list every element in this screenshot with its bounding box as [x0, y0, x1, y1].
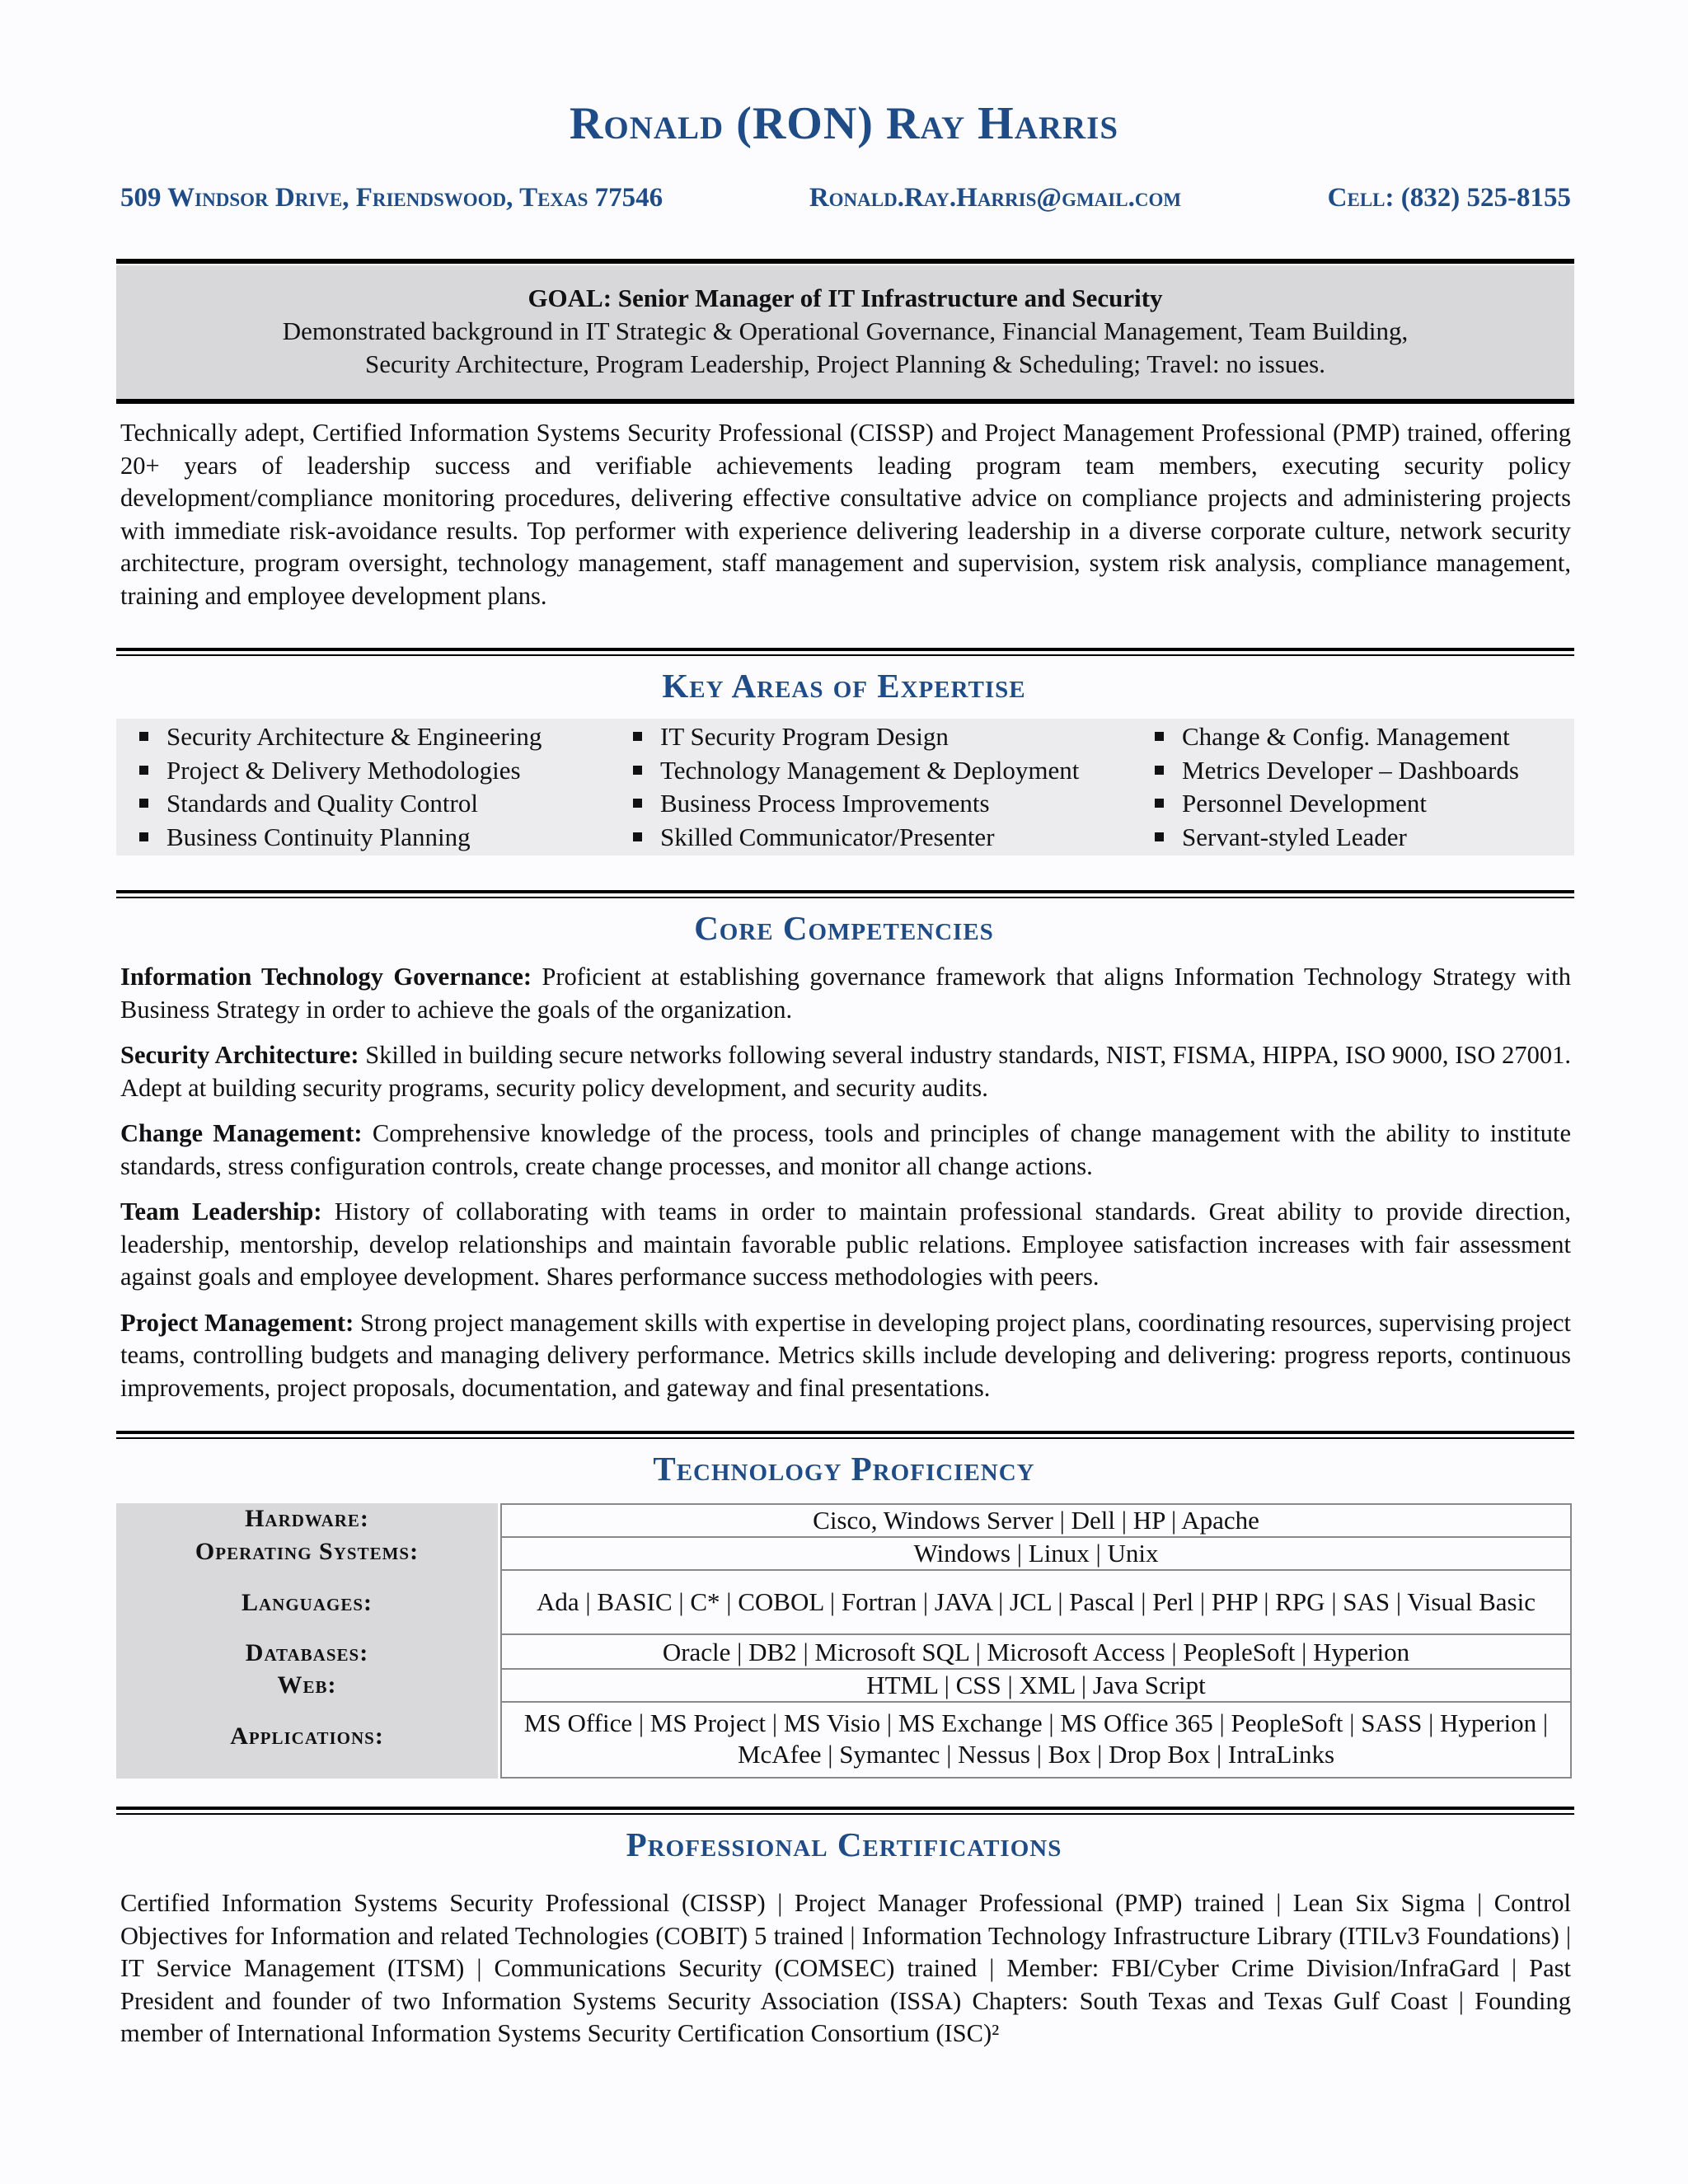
expertise-item: Servant-styled Leader	[1155, 821, 1519, 855]
tech-row-os: Windows | Linux | Unix	[502, 1538, 1570, 1571]
contact-line	[120, 183, 1571, 213]
divider	[116, 1807, 1574, 1810]
tech-row-databases: Oracle | DB2 | Microsoft SQL | Microsoft Access | PeopleSoft | Hyperion	[502, 1637, 1570, 1670]
divider	[116, 1431, 1574, 1434]
tech-label-applications: Applications:	[230, 1722, 384, 1750]
address: 509 Windsor Drive, Friendswood, Texas 77546	[120, 183, 663, 213]
tech-label-databases: Databases:	[245, 1639, 369, 1666]
expertise-item: IT Security Program Design	[633, 720, 1079, 754]
divider	[116, 654, 1574, 656]
goal-line-1: Demonstrated background in IT Strategic & Operational Governance, Financial Management, Team Building,	[282, 316, 1409, 345]
goal-box	[116, 265, 1574, 399]
expertise-item: Business Process Improvements	[633, 787, 1079, 821]
expertise-column-3	[1155, 720, 1519, 854]
divider	[116, 399, 1574, 404]
divider	[116, 1813, 1574, 1815]
competency-project-management: Project Management: Strong project management skills with expertise in developing project plans, coordinating resources, supervising project teams, controlling budgets and managing delivery performance. Metrics skills include developing and delivering: progress reports, continuous improvements, project proposals, documentation, and gateway and final presentations.	[120, 1308, 1572, 1402]
expertise-column-1	[139, 720, 542, 854]
candidate-name: Ronald (RON) Ray Harris	[569, 98, 1119, 149]
expertise-box	[116, 719, 1574, 855]
tech-label-web: Web:	[277, 1671, 337, 1699]
expertise-heading: Key Areas of Expertise	[662, 667, 1026, 705]
expertise-item: Business Continuity Planning	[139, 821, 542, 855]
expertise-item: Security Architecture & Engineering	[139, 720, 542, 754]
goal-line-2: Security Architecture, Program Leadership, Project Planning & Scheduling; Travel: no issues.	[365, 349, 1325, 378]
competency-security-architecture: Security Architecture: Skilled in building secure networks following several industry standards, NIST, FISMA, HIPPA, ISO 9000, ISO 27001. Adept at building security programs, security policy development, and security audits.	[120, 1041, 1571, 1102]
divider	[116, 897, 1574, 898]
expertise-column-2	[633, 720, 1079, 854]
tech-row-applications: MS Office | MS Project | MS Visio | MS Exchange | MS Office 365 | PeopleSoft | SASS | Hyperion | McAfee | Symantec | Nessus | Box | Drop Box | IntraLinks	[523, 1708, 1549, 1769]
divider	[116, 648, 1574, 651]
tech-label-os: Operating Systems:	[195, 1538, 420, 1565]
competency-it-governance: Information Technology Governance: Proficient at establishing governance framework that aligns Information Technology Strategy with Business Strategy in order to achieve the goals of the organization.	[120, 963, 1571, 1024]
tech-label-hardware: Hardware:	[245, 1505, 369, 1532]
competencies-heading: Core Competencies	[694, 909, 994, 947]
divider	[116, 890, 1574, 893]
certifications-heading: Professional Certifications	[626, 1825, 1062, 1863]
tech-table	[500, 1503, 1572, 1779]
certifications-text: Certified Information Systems Security Professional (CISSP) | Project Manager Professional (PMP) trained | Lean Six Sigma | Control Objectives for Information and related Technologies (COBIT) 5 trained | Information Technology Infrastructure Library (ITILv3 Foundations) | IT Service Management (ITSM) | Communications Security (COMSEC) trained | Member: FBI/Cyber Crime Division/InfraGard | Past President and founder of two Information Systems Security Association (ISSA) Chapters: South Texas and Texas Gulf Coast | Founding member of International Information Systems Security Certification Consortium (ISC)²	[120, 1889, 1571, 2047]
phone: Cell: (832) 525-8155	[1327, 183, 1571, 213]
tech-row-hardware: Cisco, Windows Server | Dell | HP | Apache	[502, 1505, 1570, 1538]
expertise-item: Project & Delivery Methodologies	[139, 754, 542, 788]
expertise-item: Standards and Quality Control	[139, 787, 542, 821]
expertise-item: Metrics Developer – Dashboards	[1155, 754, 1519, 788]
competency-change-management: Change Management: Comprehensive knowledge of the process, tools and principles of change management with the ability to institute standards, stress configuration controls, create change processes, and monitor all change actions.	[120, 1119, 1571, 1180]
expertise-item: Skilled Communicator/Presenter	[633, 821, 1079, 855]
divider	[116, 259, 1574, 264]
tech-row-web: HTML | CSS | XML | Java Script	[502, 1670, 1570, 1703]
tech-label-column	[116, 1503, 498, 1779]
tech-label-languages: Languages:	[241, 1589, 373, 1616]
expertise-item: Personnel Development	[1155, 787, 1519, 821]
email-link[interactable]: Ronald.Ray.Harris@gmail.com	[809, 183, 1182, 213]
tech-row-languages: Ada | BASIC | C* | COBOL | Fortran | JAVA | JCL | Pascal | Perl | PHP | RPG | SAS | Visual Basic	[502, 1571, 1570, 1635]
divider	[116, 1437, 1574, 1439]
goal-title: GOAL: Senior Manager of IT Infrastructure and Security	[528, 284, 1163, 312]
expertise-item: Change & Config. Management	[1155, 720, 1519, 754]
competencies-list	[120, 961, 1571, 1418]
summary-paragraph: Technically adept, Certified Information Systems Security Professional (CISSP) and Project Management Professional (PMP) trained, offering 20+ years of leadership success and verifiable achievements leading program team members, executing security policy development/compliance monitoring procedures, delivering effective consultative advice on compliance projects and administering projects with immediate risk-avoidance results. Top performer with experience delivering leadership in a diverse corporate culture, network security architecture, program oversight, technology management, staff management and supervision, system risk analysis, compliance management, training and employee development plans.	[120, 419, 1571, 610]
technology-heading: Technology Proficiency	[653, 1450, 1035, 1488]
competency-team-leadership: Team Leadership: History of collaborating with teams in order to maintain professional standards. Great ability to provide direction, leadership, mentorship, develop relationships and maintain favorable public relations. Employee satisfaction increases with fair assessment against goals and employee development. Shares performance success methodologies with peers.	[120, 1197, 1571, 1291]
expertise-item: Technology Management & Deployment	[633, 754, 1079, 788]
